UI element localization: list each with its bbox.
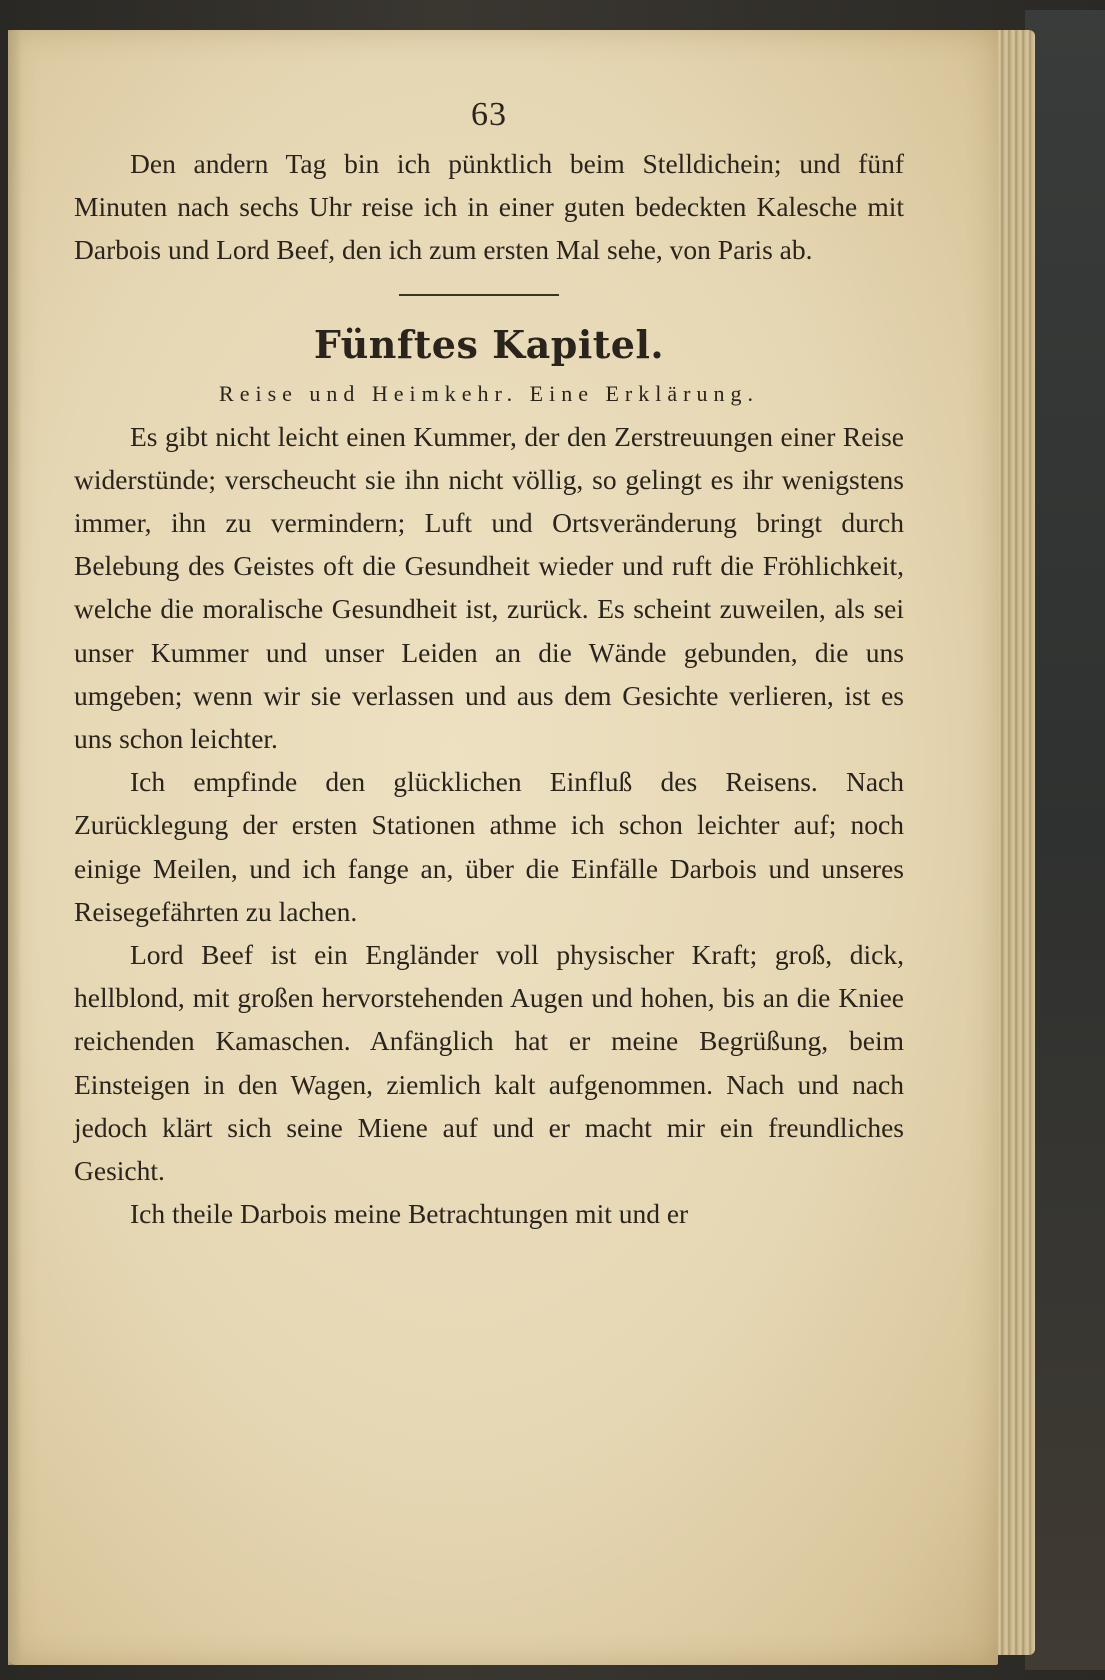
cover-right-edge [1025, 10, 1105, 1670]
book-page [8, 30, 998, 1665]
paragraph-1: Es gibt nicht leicht einen Kummer, der den Zerstreuungen einer Reise widerstünde; verscheucht sie ihn nicht völlig, so gelingt es ihr wenigstens immer, ihn zu vermindern; Luft und Ortsveränderung bringt durch Belebung des Geistes oft die Gesundheit wieder und ruft die Fröhlichkeit, welche die moralische Gesundheit ist, zurück. Es scheint zuweilen, als sei unser Kummer und unser Leiden an die Wände gebunden, die uns umgeben; wenn wir sie verlassen und aus dem Gesichte verlieren, ist es uns schon leichter. [74, 420, 904, 755]
page-gutter [8, 30, 22, 1665]
paragraph-4: Ich theile Darbois meine Betrachtungen mit und er [130, 1198, 689, 1230]
section-divider [399, 294, 559, 296]
chapter-title: Fünftes Kapitel. [313, 321, 665, 367]
chapter-subtitle: Reise und Heimkehr. Eine Erklärung. [219, 380, 759, 406]
chapter-text [74, 415, 904, 1236]
paragraph-2: Ich empfinde den glücklichen Einfluß des Reisens. Nach Zurücklegung der ersten Stationen athme ich schon leichter auf; noch einige Meilen, und ich fange an, über die Einfälle Darbois und unseres Reisegefährten zu lachen. [74, 766, 904, 927]
paragraph-opening: Den andern Tag bin ich pünktlich beim Stelldichein; und fünf Minuten nach sechs Uhr reise ich in einer guten bedeckten Kalesche mit Darbois und Lord Beef, den ich zum ersten Mal sehe, von Paris ab. [74, 148, 904, 266]
page-number: 63 [471, 96, 507, 133]
opening-text [74, 142, 904, 272]
page-content [74, 96, 904, 1235]
paragraph-3: Lord Beef ist ein Engländer voll physischer Kraft; groß, dick, hellblond, mit großen hervorstehenden Augen und hohen, bis an die Kniee reichenden Kamaschen. Anfänglich hat er meine Begrüßung, beim Einsteigen in den Wagen, ziemlich kalt aufgenommen. Nach und nach jedoch klärt sich seine Miene auf und er macht mir ein freundliches Gesicht. [74, 939, 904, 1187]
